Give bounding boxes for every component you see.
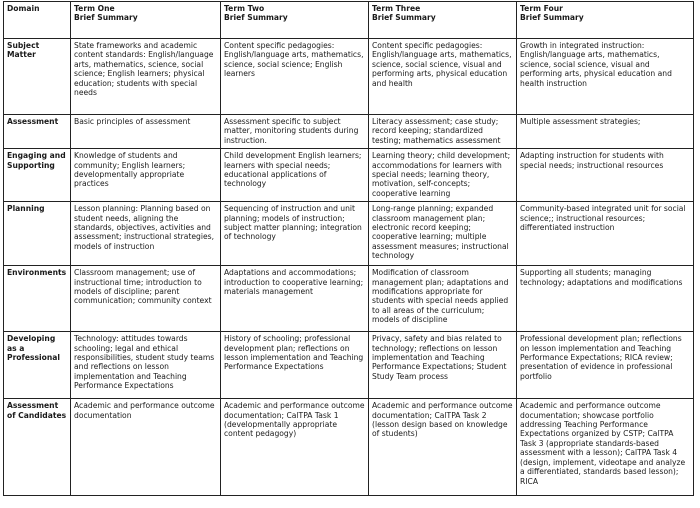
term-four-cell: Multiple assessment strategies;	[517, 115, 694, 149]
term-one-cell: Technology: attitudes towards schooling; legal and ethical responsibilities, student study teams and reflections on lesson implementation and Teaching Performance Expectations	[71, 332, 221, 399]
term-one-cell: State frameworks and academic content standards: English/language arts, mathematics, science, social science; English learners; physical education; students with special needs	[71, 39, 221, 115]
header-term-one	[71, 2, 221, 39]
term-one-cell: Basic principles of assessment	[71, 115, 221, 149]
term-four-cell: Professional development plan; reflections on lesson implementation and Teaching Performance Expectations; RICA review; presentation of evidence in professional portfolio	[517, 332, 694, 399]
table-row-engaging-supporting	[4, 149, 694, 202]
term-three-cell: Learning theory; child development; accommodations for learners with special needs; learning theory, motivation, self-concepts; cooperative learning	[369, 149, 517, 202]
header-term-four-title: Term Four	[520, 4, 563, 13]
term-three-cell: Content specific pedagogies: English/language arts, mathematics, science, social science, visual and performing arts, physical education and health	[369, 39, 517, 115]
term-three-cell: Academic and performance outcome documentation; CalTPA Task 2 (lesson design based on knowledge of students)	[369, 399, 517, 496]
term-two-cell: Content specific pedagogies: English/language arts, mathematics, science, social science; English learners	[221, 39, 369, 115]
term-two-cell: Sequencing of instruction and unit planning; models of instruction; subject matter planning; integration of technology	[221, 202, 369, 266]
term-three-cell: Modification of classroom management plan; adaptations and modifications appropriate for students with special needs applied to all areas of the curriculum; models of discipline	[369, 266, 517, 332]
domain-cell: Assessment	[4, 115, 71, 149]
term-three-cell: Privacy, safety and bias related to technology; reflections on lesson implementation and Teaching Performance Expectations; Student Study Team process	[369, 332, 517, 399]
term-two-cell: Academic and performance outcome documentation; CalTPA Task 1 (developmentally appropriate content pedagogy)	[221, 399, 369, 496]
header-term-four-subtitle: Brief Summary	[520, 13, 584, 23]
domain-cell: Environments	[4, 266, 71, 332]
term-one-cell: Classroom management; use of instructional time; introduction to models of discipline; parent communication; community context	[71, 266, 221, 332]
table-row-environments	[4, 266, 694, 332]
term-four-cell: Academic and performance outcome documentation; showcase portfolio addressing Teaching Performance Expectations organized by CSTP; CalTPA Task 3 (appropriate standards-based assessment with a lesson); CalTPA Task 4 (design, implement, videotape and analyze a differentiated, standards based lesson); RICA	[517, 399, 694, 496]
term-three-cell: Long-range planning; expanded classroom management plan; electronic record keeping; cooperative learning; multiple assessment measures; instructional technology	[369, 202, 517, 266]
term-four-cell: Adapting instruction for students with special needs; instructional resources	[517, 149, 694, 202]
term-two-cell: Adaptations and accommodations; introduction to cooperative learning; materials management	[221, 266, 369, 332]
header-term-three-title: Term Three	[372, 4, 421, 13]
term-three-cell: Literacy assessment; case study; record keeping; standardized testing; mathematics assessment	[369, 115, 517, 149]
term-two-cell: Assessment specific to subject matter, monitoring students during instruction.	[221, 115, 369, 149]
term-two-cell: History of schooling; professional development plan; reflections on lesson implementation and Teaching Performance Expectations	[221, 332, 369, 399]
header-row	[4, 2, 694, 39]
header-domain: Domain	[4, 2, 71, 39]
term-one-cell: Academic and performance outcome documentation	[71, 399, 221, 496]
header-term-three-subtitle: Brief Summary	[372, 13, 436, 23]
curriculum-table-container	[3, 1, 694, 496]
header-term-four	[517, 2, 694, 39]
domain-cell: Subject Matter	[4, 39, 71, 115]
domain-cell: Planning	[4, 202, 71, 266]
table-row-assessment-of-candidates	[4, 399, 694, 496]
domain-cell: Engaging and Supporting	[4, 149, 71, 202]
table-row-developing-professional	[4, 332, 694, 399]
table-row-assessment	[4, 115, 694, 149]
header-term-two-subtitle: Brief Summary	[224, 13, 288, 23]
header-term-two	[221, 2, 369, 39]
table-row-planning	[4, 202, 694, 266]
term-two-cell: Child development English learners; learners with special needs; educational applications of technology	[221, 149, 369, 202]
header-term-three	[369, 2, 517, 39]
curriculum-table	[3, 1, 694, 496]
term-four-cell: Growth in integrated instruction: English/language arts, mathematics, science, social science, visual and performing arts, physical education and health instruction	[517, 39, 694, 115]
term-four-cell: Community-based integrated unit for social science;; instructional resources; differentiated instruction	[517, 202, 694, 266]
term-one-cell: Lesson planning: Planning based on student needs, aligning the standards, objectives, activities and assessment; instructional strategies, models of instruction	[71, 202, 221, 266]
header-term-one-title: Term One	[74, 4, 115, 13]
term-four-cell: Supporting all students; managing technology; adaptations and modifications	[517, 266, 694, 332]
domain-cell: Assessment of Candidates	[4, 399, 71, 496]
domain-cell: Developing as a Professional	[4, 332, 71, 399]
header-term-two-title: Term Two	[224, 4, 265, 13]
term-one-cell: Knowledge of students and community; English learners; developmentally appropriate practices	[71, 149, 221, 202]
table-row-subject-matter	[4, 39, 694, 115]
header-term-one-subtitle: Brief Summary	[74, 13, 138, 23]
